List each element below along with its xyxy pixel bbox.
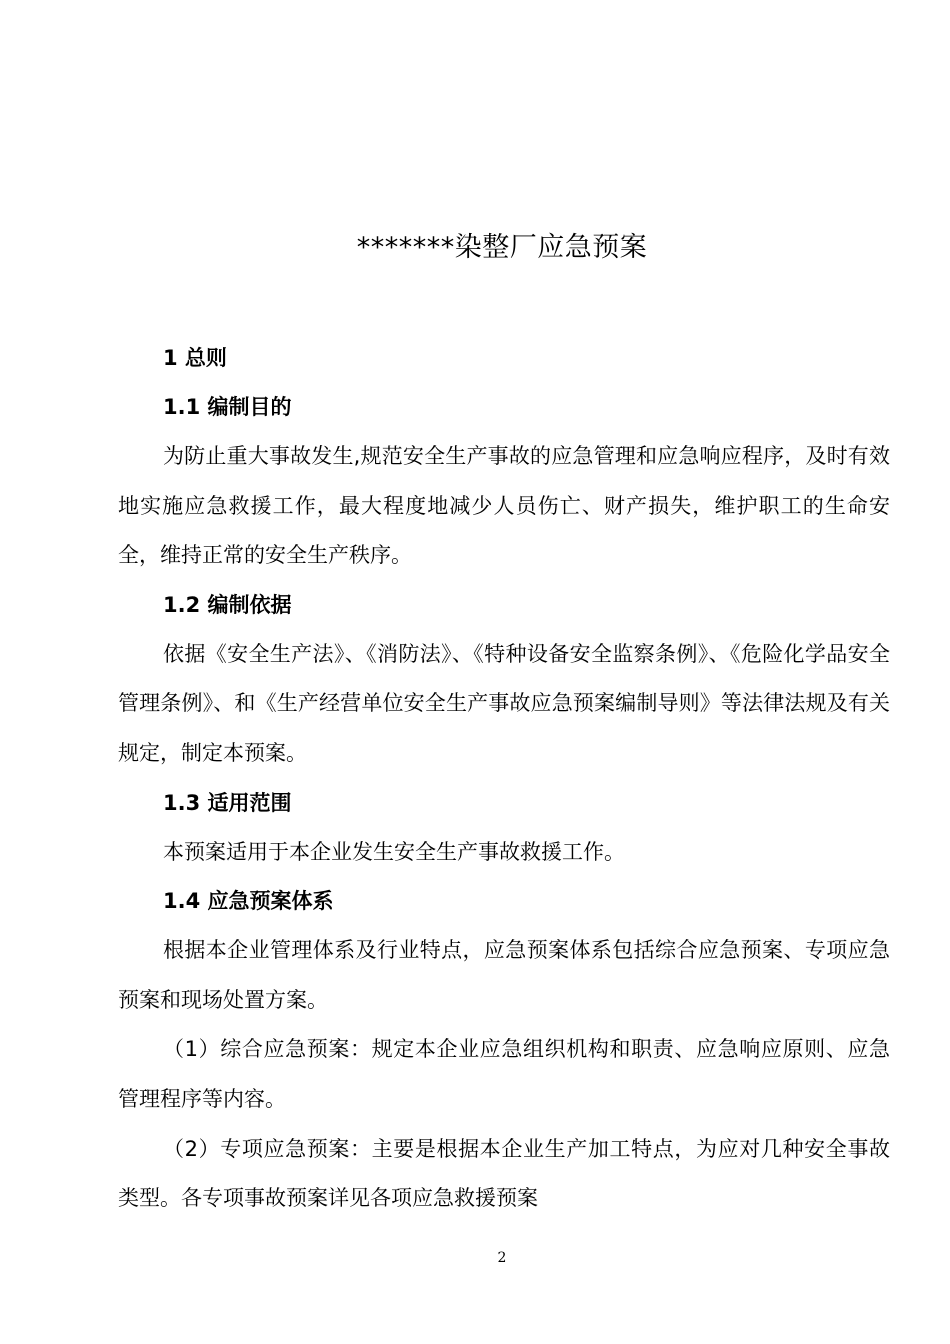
paragraph-comprehensive-plan: （1）综合应急预案：规定本企业应急组织机构和职责、应急响应原则、应急管理程序等内容。 [118,1037,890,1111]
section-heading-scope: 1.3 适用范围 [163,790,292,815]
document-title: *******染整厂应急预案 [356,232,648,263]
section-heading-basis: 1.2 编制依据 [163,592,292,617]
section-heading-purpose: 1.1 编制目的 [163,395,292,419]
document-body [118,334,890,1224]
paragraph-special-plan: （2）专项应急预案：主要是根据本企业生产加工特点，为应对几种安全事故类型。各专项事故预案详见各项应急救援预案 [118,1136,890,1211]
paragraph-scope: 本预案适用于本企业发生安全生产事故救援工作。 [163,839,625,864]
page-number: 2 [497,1250,507,1266]
paragraph-purpose: 为防止重大事故发生,规范安全生产事故的应急管理和应急响应程序，及时有效地实施应急救援工作，最大程度地减少人员伤亡、财产损失，维护职工的生命安全，维持正常的安全生产秩序。 [118,444,890,568]
section-heading-plan-system: 1.4 应急预案体系 [163,889,334,914]
paragraph-plan-system: 根据本企业管理体系及行业特点，应急预案体系包括综合应急预案、专项应急预案和现场处置方案。 [118,938,890,1012]
paragraph-basis: 依据《安全生产法》、《消防法》、《特种设备安全监察条例》、《危险化学品安全管理条例》、和《生产经营单位安全生产事故应急预案编制导则》等法律法规及有关规定，制定本预案。 [118,641,890,765]
section-heading-general: 1 总则 [163,346,227,370]
